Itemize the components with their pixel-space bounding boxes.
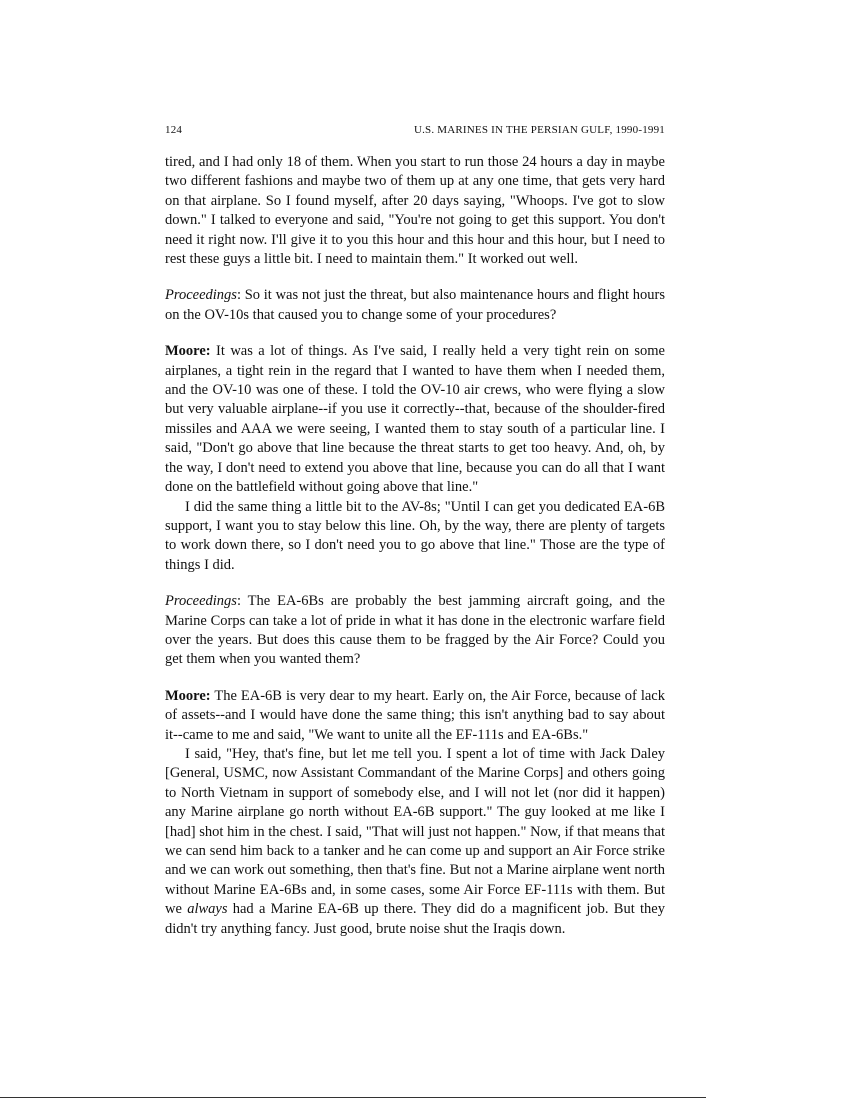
question-paragraph bbox=[165, 286, 665, 325]
speaker-label-proceedings: Proceedings bbox=[165, 287, 237, 304]
paragraph-text: had a Marine EA-6B up there. They did do a magnificent job. But they didn't try anything fancy. Just good, brute noise shut the Iraqis down. bbox=[165, 901, 665, 937]
paragraph-text: The EA-6Bs are probably the best jamming aircraft going, and the Marine Corps can take a lot of pride in what it has done in the electronic warfare field over the years. But does this cause them to be fragged by the Air Force? Could you get them when you wanted them? bbox=[165, 593, 665, 668]
page-body bbox=[165, 153, 665, 939]
speaker-label-moore: Moore bbox=[165, 343, 206, 360]
speaker-colon: : bbox=[236, 287, 241, 304]
answer-paragraph bbox=[165, 687, 665, 745]
paragraph-text: The EA-6B is very dear to my heart. Early on, the Air Force, because of lack of assets--and I would have done the same thing; this isn't anything bad to say about it--came to me and said, "We want to unite all the EF-111s and EA-6Bs." bbox=[165, 687, 665, 743]
speaker-colon: : bbox=[205, 343, 211, 360]
paragraph-text: I said, "Hey, that's fine, but let me tell you. I spent a lot of time with Jack Daley [General, USMC, now Assistant Commandant of the Marine Corps] and others going to North Vietnam in support of somebody else, and I will not let (nor did it happen) any Marine airplane go north without EA-6B support." The guy looked at me like I [had] shot him in the chest. I said, "That will just not happen." Now, if that means that we can send him back to a tanker and he can come up and support an Air Force strike and we can work out something, then that's fine. But not a Marine airplane went north without Marine EA-6Bs and, in some cases, some Air Force EF-111s with them. But we bbox=[165, 745, 665, 918]
running-title: U.S. MARINES IN THE PERSIAN GULF, 1990-1991 bbox=[413, 124, 665, 136]
answer-paragraph bbox=[165, 342, 665, 497]
page-number: 124 bbox=[165, 124, 183, 136]
answer-continuation-paragraph bbox=[165, 745, 665, 939]
paragraph-text: tired, and I had only 18 of them. When you start to run those 24 hours a day in maybe two different fashions and maybe two of them up at any one time, that gets very hard on that airplane. So I found myself, after 20 days saying, "Whoops. I've got to slow down." I talked to everyone and said, "You're not going to get this support. You don't need it right now. I'll give it to you this hour and this hour and this hour, but I need to rest these guys a little bit. I need to maintain them." It worked out well. bbox=[165, 154, 665, 268]
running-header bbox=[165, 124, 665, 140]
question-paragraph bbox=[165, 592, 665, 670]
speaker-colon: : bbox=[236, 593, 241, 610]
paragraph-text: So it was not just the threat, but also maintenance hours and flight hours on the OV-10s that caused you to change some of your procedures? bbox=[165, 287, 665, 323]
speaker-label-proceedings: Proceedings bbox=[165, 593, 237, 610]
speaker-label-moore: Moore bbox=[165, 687, 206, 704]
answer-continuation-paragraph bbox=[165, 498, 665, 576]
paragraph-text: It was a lot of things. As I've said, I really held a very tight rein on some airplanes, a tight rein in the regard that I wanted to have them when I needed them, and the OV-10 was one of these. I told the OV-10 air crews, who were flying a slow but very valuable airplane--if you use it correctly--that, because of the shoulder-fired missiles and AAA we were seeing, I wanted them to stay south of a particular line. I said, "Don't go above that line because the threat starts to get too heavy. And, oh, by the way, I don't need to extend you above that line, because you can do all that I want done on the battlefield without going above that line." bbox=[165, 343, 665, 496]
paragraph-continuation bbox=[165, 153, 665, 269]
emphasized-word: always bbox=[187, 901, 228, 918]
footer-rule bbox=[0, 1097, 706, 1098]
speaker-colon: : bbox=[205, 687, 211, 704]
paragraph-text: I did the same thing a little bit to the AV-8s; "Until I can get you dedicated EA-6B support, I want you to stay below this line. Oh, by the way, there are plenty of targets to work down there, so I don't need you to go above that line." Those are the type of things I did. bbox=[165, 498, 665, 573]
